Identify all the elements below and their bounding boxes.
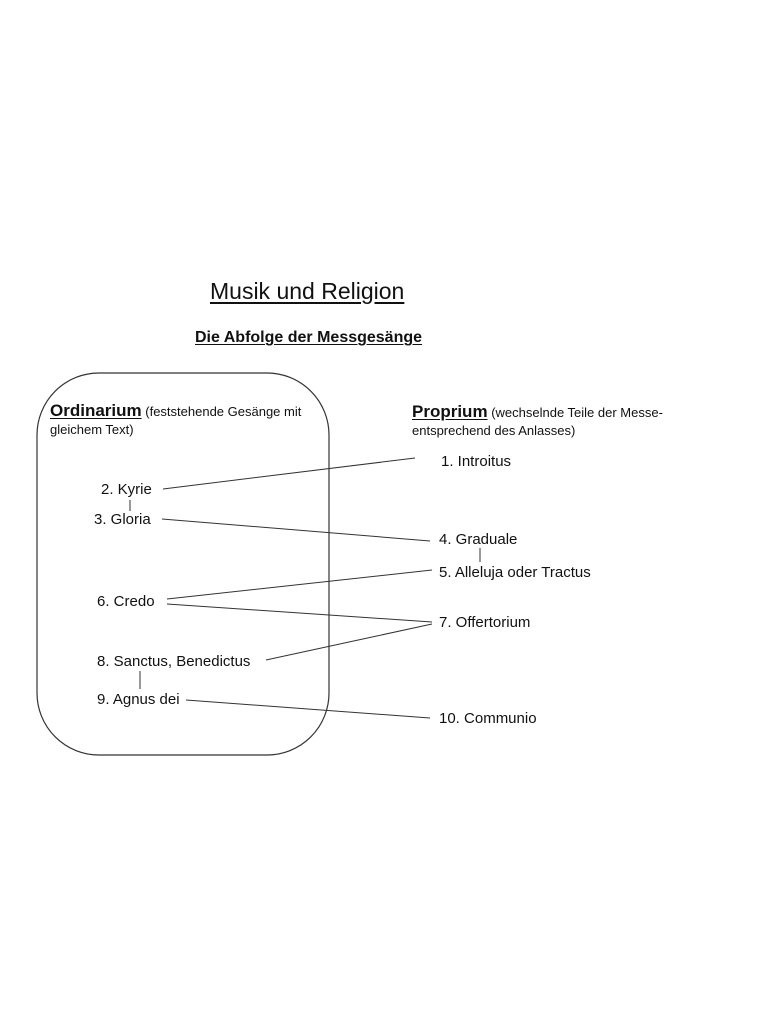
ordinarium-description: (feststehende Gesänge mit gleichem Text) [50, 404, 302, 437]
connector-offertorium-sanctus [266, 624, 432, 660]
connector-kyrie-introitus [163, 458, 415, 489]
proprium-item-alleluja: 5. Alleluja oder Tractus [439, 564, 591, 581]
proprium-heading-block [412, 403, 712, 440]
ordinarium-item-kyrie: 2. Kyrie [101, 481, 152, 498]
connector-credo-offertorium [167, 604, 432, 622]
proprium-item-communio: 10. Communio [439, 710, 537, 727]
ordinarium-item-agnus-dei: 9. Agnus dei [97, 691, 180, 708]
connector-alleluja-credo [167, 570, 432, 599]
proprium-item-graduale: 4. Graduale [439, 531, 518, 548]
ordinarium-item-credo: 6. Credo [97, 593, 155, 610]
proprium-description: (wechselnde Teile der Messe- entsprechend des Anlasses) [412, 405, 663, 438]
proprium-item-introitus: 1. Introitus [441, 453, 512, 470]
connector-agnus-communio [186, 700, 430, 718]
connector-gloria-graduale [162, 519, 430, 541]
ordinarium-item-sanctus: 8. Sanctus, Benedictus [97, 653, 251, 670]
ordinarium-item-gloria: 3. Gloria [94, 511, 151, 528]
ordinarium-heading: Ordinarium [50, 401, 142, 420]
proprium-item-offertorium: 7. Offertorium [439, 614, 531, 631]
proprium-heading: Proprium [412, 402, 488, 421]
ordinarium-heading-block [50, 402, 320, 439]
page-subtitle: Die Abfolge der Messgesänge [195, 329, 423, 346]
page-title: Musik und Religion [210, 278, 405, 304]
